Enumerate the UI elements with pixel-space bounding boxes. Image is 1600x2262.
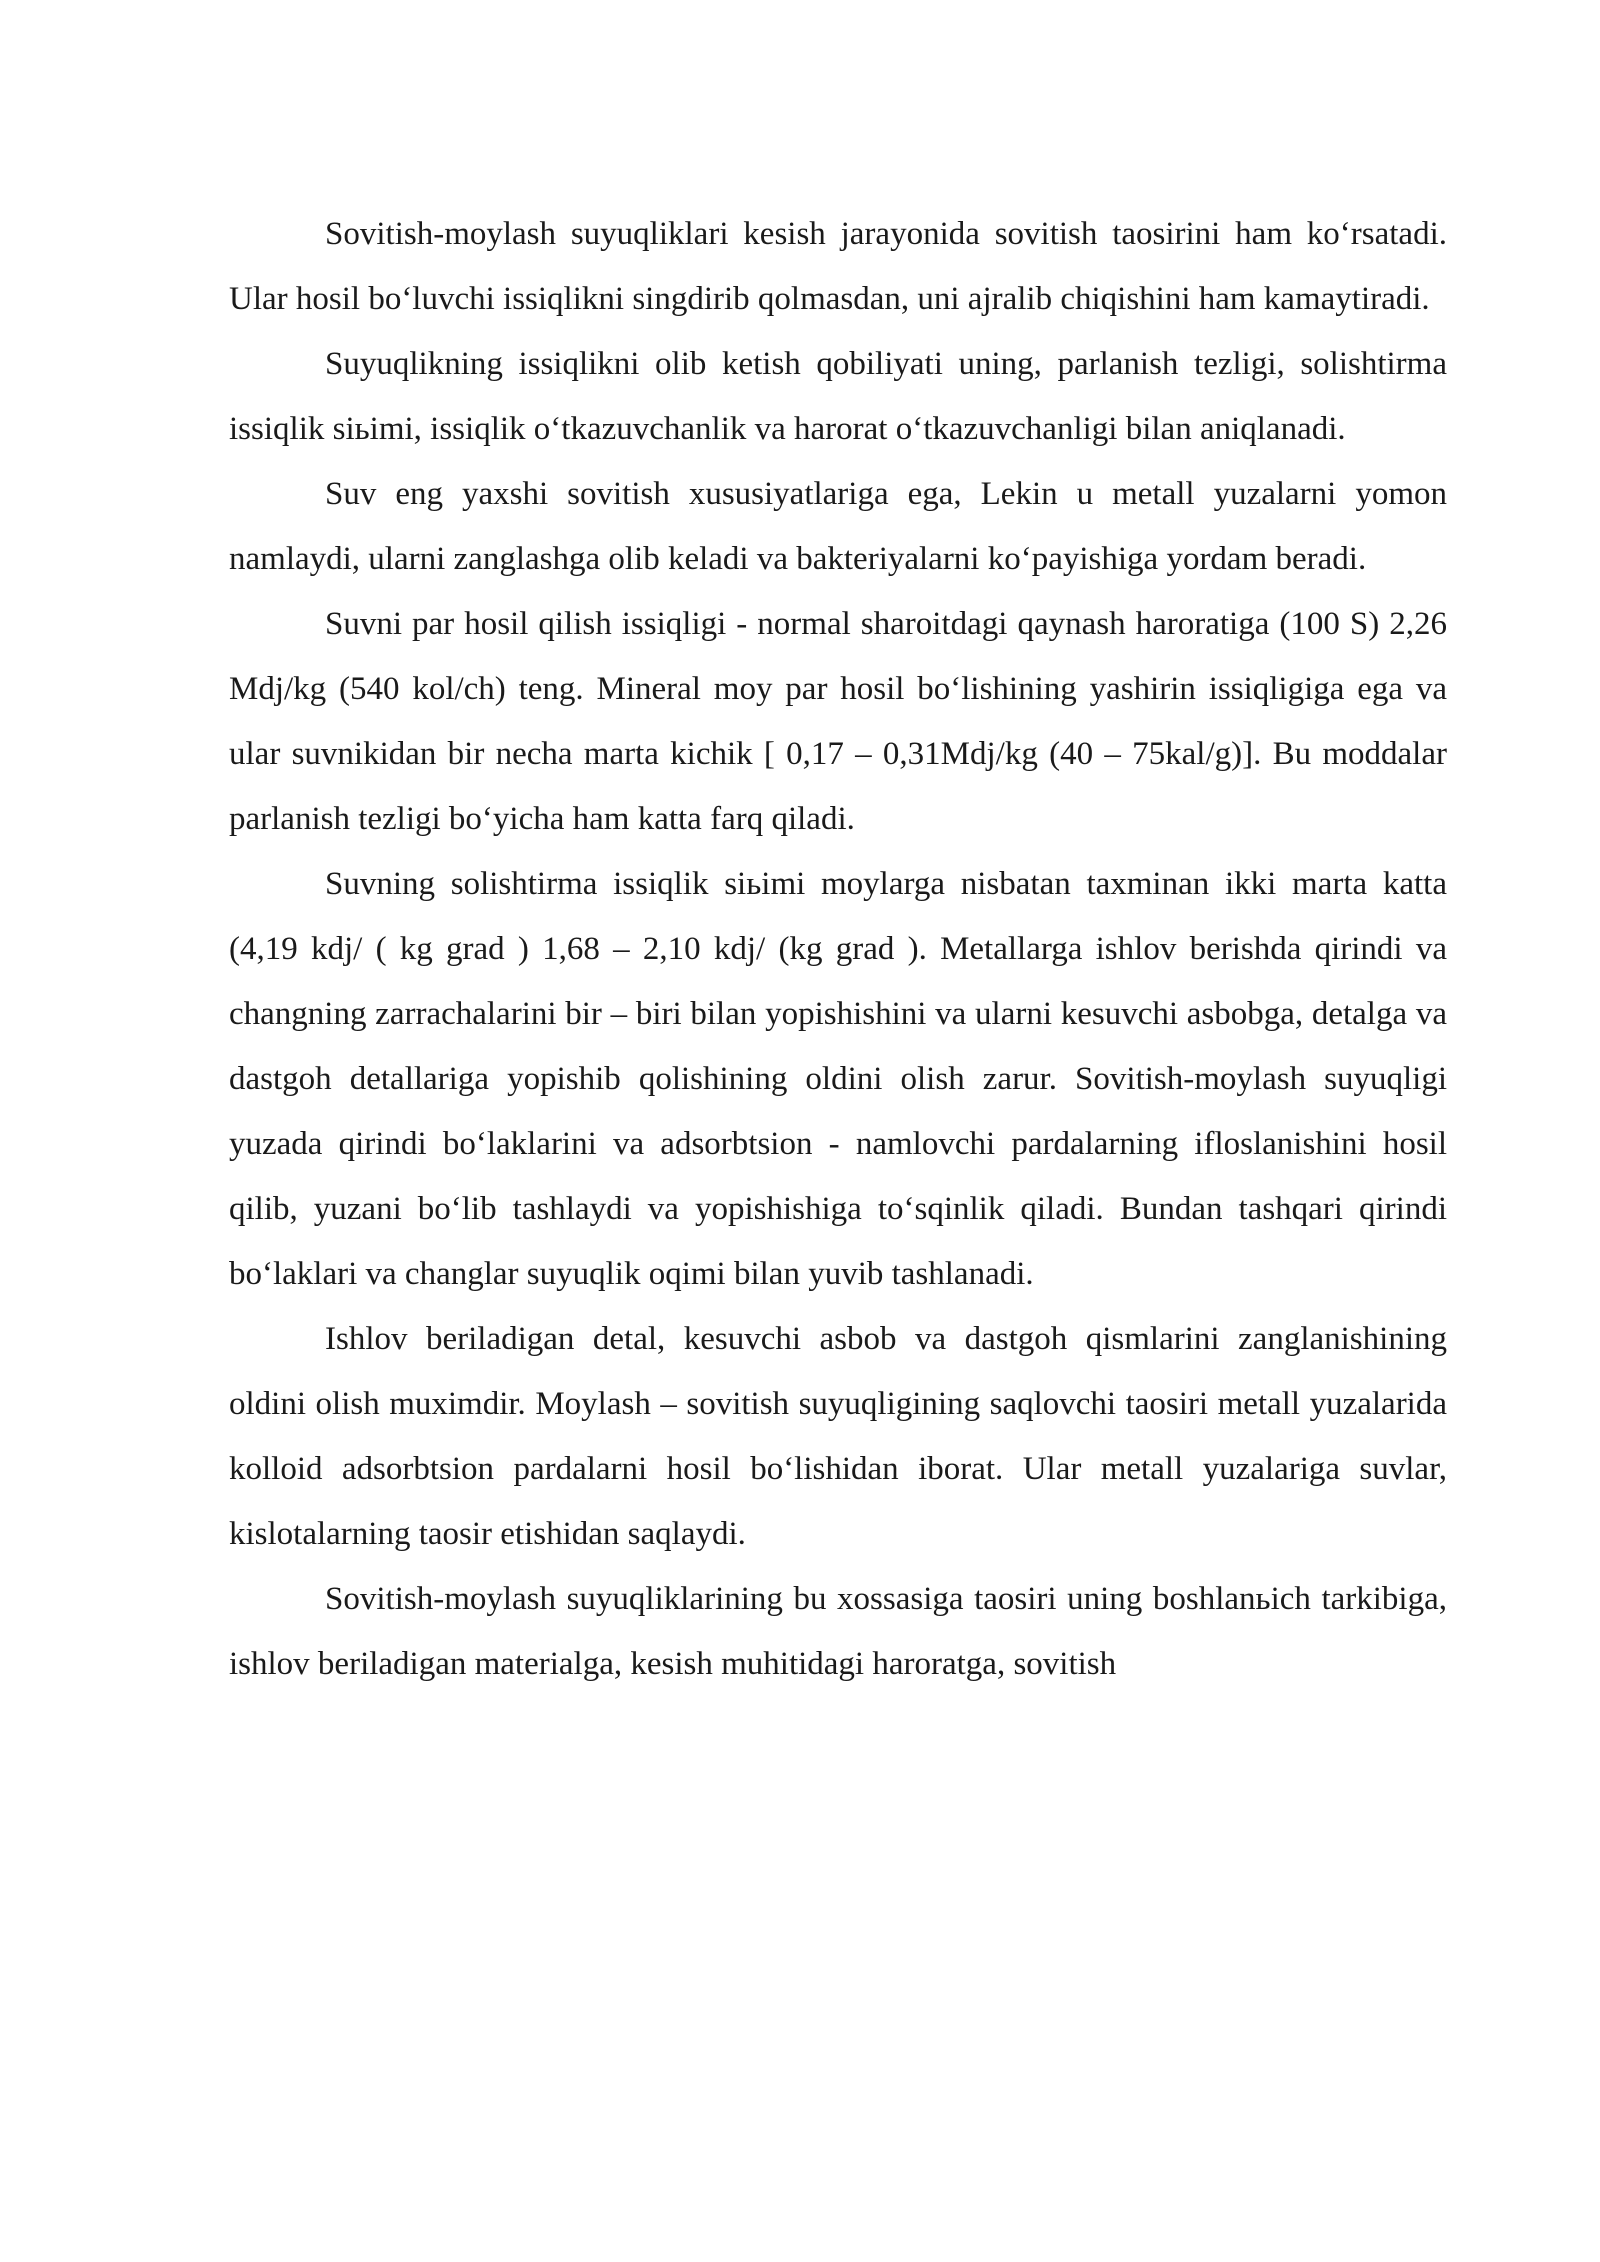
paragraph-7: Sovitish-moylash suyuqliklarining bu xossasiga taosiri uning boshlanьich tarkibiga, ishlov beriladigan materialga, kesish muhitidagi haroratga, sovitish [229,1581,1447,1682]
paragraph-3: Suv eng yaxshi sovitish xususiyatlariga ega, Lekin u metall yuzalarni yomon namlaydi, ularni zanglashga olib keladi va bakteriyalarni koʻpayishiga yordam beradi. [229,476,1447,577]
body-text [229,202,1447,1697]
paragraph-2: Suyuqlikning issiqlikni olib ketish qobiliyati uning, parlanish tezligi, solishtirma issiqlik siьimi, issiqlik oʻtkazuvchanlik va harorat oʻtkazuvchanligi bilan aniqlanadi. [229,346,1447,447]
paragraph-5: Suvning solishtirma issiqlik siьimi moylarga nisbatan taxminan ikki marta katta (4,19 kdj/ ( kg grad ) 1,68 – 2,10 kdj/ (kg grad ). Metallarga ishlov berishda qirindi va changning zarrachalarini bir – biri bilan yopishishini va ularni kesuvchi asbobga, detalga va dastgoh detallariga yopishib qolishining oldini olish zarur. Sovitish-moylash suyuqligi yuzada qirindi boʻlaklarini va adsorbtsion - namlovchi pardalarning ifloslanishini hosil qilib, yuzani boʻlib tashlaydi va yopishishiga toʻsqinlik qiladi. Bundan tashqari qirindi boʻlaklari va changlar suyuqlik oqimi bilan yuvib tashlanadi. [229,866,1447,1292]
paragraph-1: Sovitish-moylash suyuqliklari kesish jarayonida sovitish taosirini ham koʻrsatadi. Ular hosil boʻluvchi issiqlikni singdirib qolmasdan, uni ajralib chiqishini ham kamaytiradi. [229,216,1447,317]
paragraph-6: Ishlov beriladigan detal, kesuvchi asbob va dastgoh qismlarini zanglanishining oldini olish muximdir. Moylash – sovitish suyuqligining saqlovchi taosiri metall yuzalarida kolloid adsorbtsion pardalarni hosil boʻlishidan iborat. Ular metall yuzalariga suvlar, kislotalarning taosir etishidan saqlaydi. [229,1321,1447,1552]
paragraph-4: Suvni par hosil qilish issiqligi - normal sharoitdagi qaynash haroratiga (100 S) 2,26 Mdj/kg (540 kol/ch) teng. Mineral moy par hosil boʻlishining yashirin issiqligiga ega va ular suvnikidan bir necha marta kichik [ 0,17 – 0,31Mdj/kg (40 – 75kal/g)]. Bu moddalar parlanish tezligi boʻyicha ham katta farq qiladi. [229,606,1447,837]
